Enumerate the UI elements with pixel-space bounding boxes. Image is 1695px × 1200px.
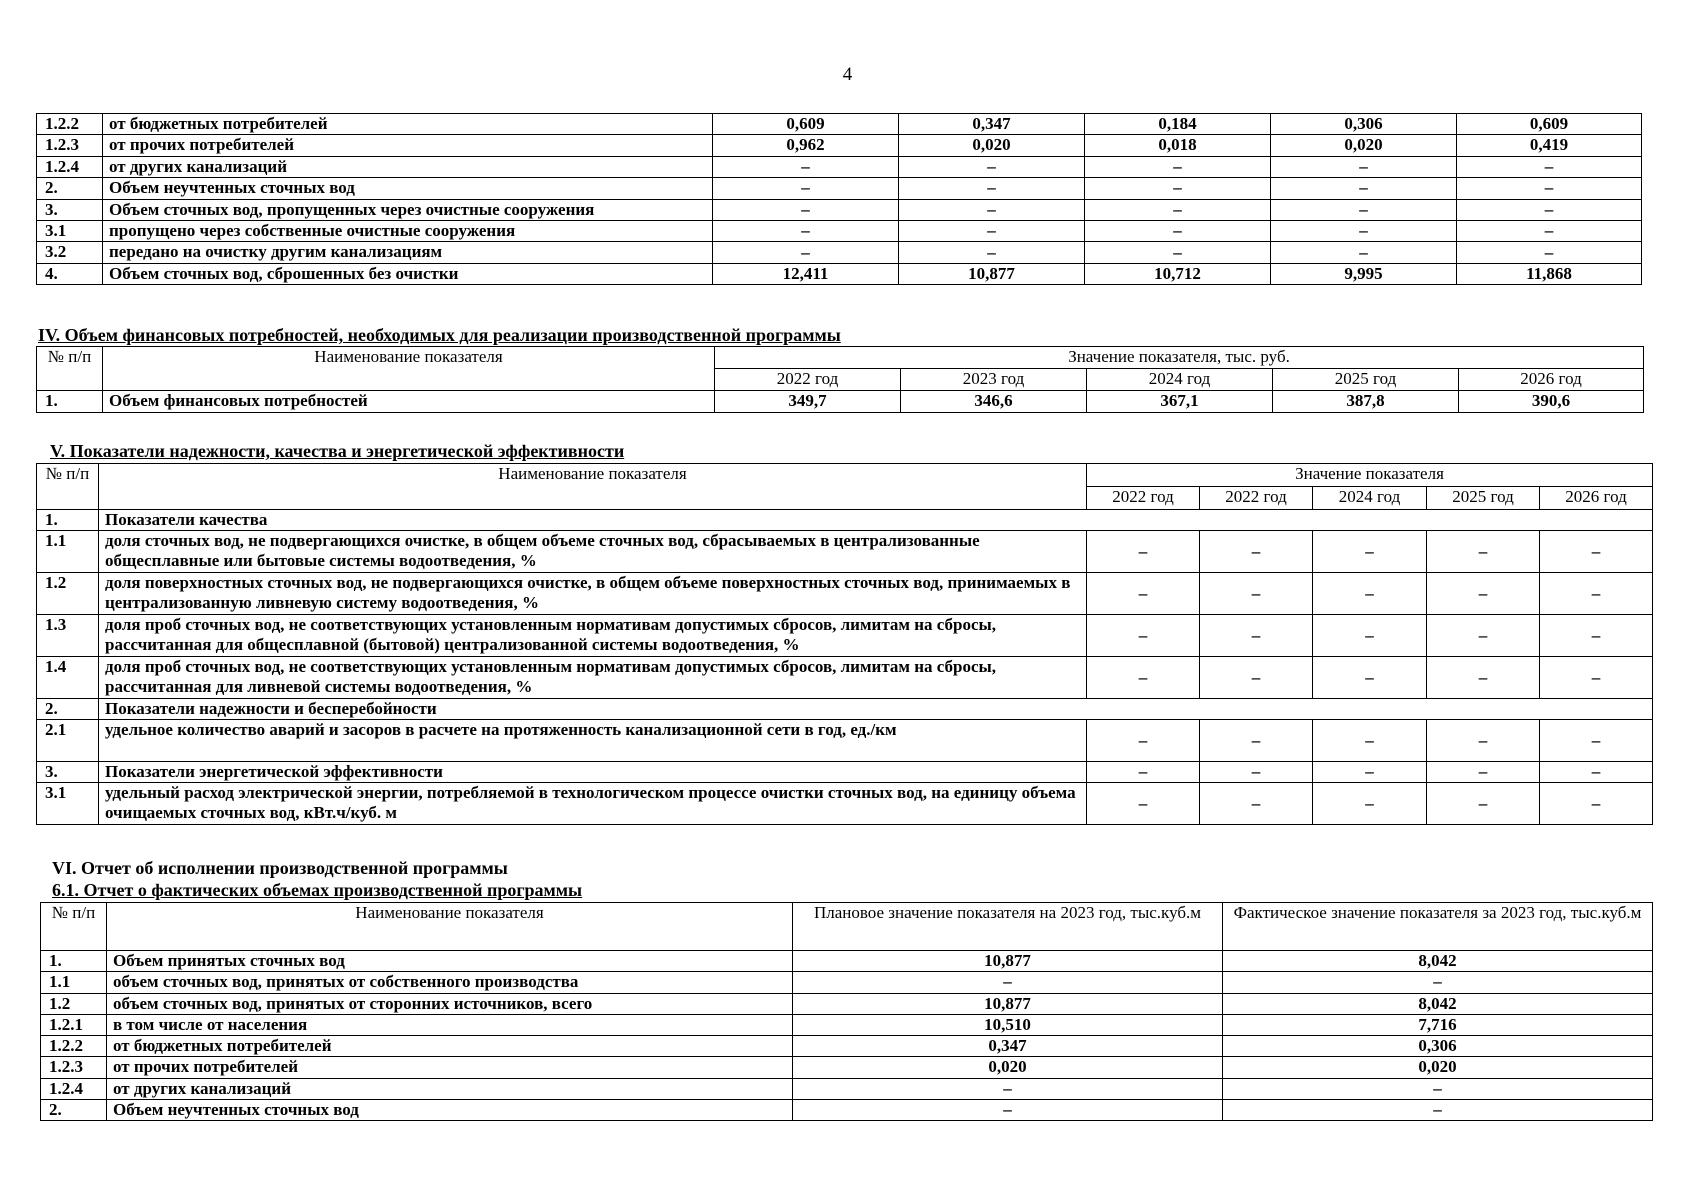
row-value: – bbox=[1313, 657, 1427, 699]
row-value: – bbox=[1223, 1078, 1653, 1099]
row-value: 0,020 bbox=[1223, 1057, 1653, 1078]
row-value: – bbox=[713, 156, 899, 177]
row-value: 0,347 bbox=[899, 114, 1085, 135]
page-number: 4 bbox=[842, 64, 853, 85]
row-value: – bbox=[1087, 762, 1200, 783]
row-value: 0,184 bbox=[1085, 114, 1271, 135]
row-value: 0,962 bbox=[713, 135, 899, 156]
table-row bbox=[37, 615, 1653, 657]
row-value: – bbox=[713, 242, 899, 263]
table-row bbox=[37, 220, 1642, 241]
table-row bbox=[37, 391, 1644, 413]
row-name: доля сточных вод, не подвергающихся очистке, в общем объеме сточных вод, сбрасываемых в централизованные общесплавные или бытовые системы водоотведения, % bbox=[99, 531, 1087, 573]
row-number: 1.2.4 bbox=[41, 1078, 107, 1099]
row-name: от прочих потребителей bbox=[107, 1057, 793, 1078]
row-value: 387,8 bbox=[1273, 391, 1459, 413]
row-value: 10,877 bbox=[793, 951, 1223, 972]
row-value: – bbox=[1271, 199, 1457, 220]
row-number: 1. bbox=[37, 391, 103, 413]
row-value: – bbox=[1427, 657, 1540, 699]
year-header: 2022 год bbox=[1200, 487, 1313, 510]
row-value: – bbox=[1087, 615, 1200, 657]
row-value: 0,347 bbox=[793, 1036, 1223, 1057]
row-number: 1.2 bbox=[37, 573, 99, 615]
row-value: – bbox=[899, 178, 1085, 199]
header-name: Наименование показателя bbox=[99, 464, 1087, 487]
row-number: 2.1 bbox=[37, 720, 99, 762]
header-plan: Плановое значение показателя на 2023 год, тыс.куб.м bbox=[793, 903, 1223, 951]
row-number: 2. bbox=[37, 699, 99, 720]
row-name: Объем сточных вод, сброшенных без очистки bbox=[103, 263, 713, 284]
row-value: – bbox=[1087, 657, 1200, 699]
row-value: – bbox=[1271, 220, 1457, 241]
row-number: 1.2.4 bbox=[37, 156, 103, 177]
table-row bbox=[37, 762, 1653, 783]
header-value: Значение показателя bbox=[1087, 464, 1653, 487]
row-value: – bbox=[1271, 242, 1457, 263]
row-value: 0,020 bbox=[1271, 135, 1457, 156]
row-value: – bbox=[1085, 199, 1271, 220]
row-name: пропущено через собственные очистные сооружения bbox=[103, 220, 713, 241]
header-num: № п/п bbox=[41, 903, 107, 951]
row-number: 2. bbox=[37, 178, 103, 199]
row-number: 3.2 bbox=[37, 242, 103, 263]
row-name: от других канализаций bbox=[107, 1078, 793, 1099]
row-value: – bbox=[1540, 720, 1653, 762]
row-value: 390,6 bbox=[1459, 391, 1644, 413]
row-value: – bbox=[1427, 762, 1540, 783]
row-value: – bbox=[1540, 615, 1653, 657]
row-number: 1. bbox=[37, 510, 99, 531]
row-value: 349,7 bbox=[715, 391, 901, 413]
row-number: 1.2 bbox=[41, 993, 107, 1014]
row-value: – bbox=[1223, 1100, 1653, 1121]
row-number: 3.1 bbox=[37, 220, 103, 241]
row-value: – bbox=[1457, 156, 1642, 177]
row-value: – bbox=[793, 972, 1223, 993]
header-fact: Фактическое значение показателя за 2023 год, тыс.куб.м bbox=[1223, 903, 1653, 951]
row-value: 0,419 bbox=[1457, 135, 1642, 156]
table-row bbox=[37, 657, 1653, 699]
row-value: 0,609 bbox=[1457, 114, 1642, 135]
row-value: – bbox=[1200, 615, 1313, 657]
row-value: 10,510 bbox=[793, 1014, 1223, 1035]
row-value: 367,1 bbox=[1087, 391, 1273, 413]
row-value: 10,712 bbox=[1085, 263, 1271, 284]
section-vi-title: VI. Отчет об исполнении производственной программы bbox=[52, 858, 508, 878]
row-value: – bbox=[1271, 178, 1457, 199]
row-value: 0,306 bbox=[1223, 1036, 1653, 1057]
row-value: – bbox=[1087, 720, 1200, 762]
table-row bbox=[37, 510, 1653, 531]
row-value: – bbox=[1457, 220, 1642, 241]
row-value: – bbox=[1540, 573, 1653, 615]
row-value: – bbox=[1427, 531, 1540, 573]
row-value: – bbox=[1313, 573, 1427, 615]
row-value: – bbox=[1313, 720, 1427, 762]
table-row bbox=[41, 993, 1653, 1014]
row-number: 4. bbox=[37, 263, 103, 284]
row-number: 1.2.3 bbox=[37, 135, 103, 156]
row-value: – bbox=[899, 199, 1085, 220]
row-value: 0,018 bbox=[1085, 135, 1271, 156]
row-value: – bbox=[793, 1100, 1223, 1121]
row-value: – bbox=[713, 220, 899, 241]
row-value: – bbox=[1427, 573, 1540, 615]
header-num: № п/п bbox=[37, 347, 103, 369]
header-name: Наименование показателя bbox=[107, 903, 793, 951]
header-num: № п/п bbox=[37, 464, 99, 487]
row-value: – bbox=[713, 178, 899, 199]
row-number: 1.1 bbox=[37, 531, 99, 573]
table-row bbox=[37, 199, 1642, 220]
table-row bbox=[37, 156, 1642, 177]
row-value: – bbox=[1271, 156, 1457, 177]
table-row bbox=[37, 573, 1653, 615]
row-number: 1.2.1 bbox=[41, 1014, 107, 1035]
table-row bbox=[37, 114, 1642, 135]
production-report-table bbox=[40, 902, 1653, 1121]
row-value: – bbox=[1313, 615, 1427, 657]
row-value: – bbox=[1087, 531, 1200, 573]
row-value: 10,877 bbox=[899, 263, 1085, 284]
year-header: 2022 год bbox=[715, 369, 901, 391]
row-value: 11,868 bbox=[1457, 263, 1642, 284]
row-number: 3.1 bbox=[37, 783, 99, 825]
row-value: 0,609 bbox=[713, 114, 899, 135]
row-value: – bbox=[1085, 242, 1271, 263]
row-number: 1.2.2 bbox=[37, 114, 103, 135]
row-number: 1.1 bbox=[41, 972, 107, 993]
row-value: – bbox=[1200, 783, 1313, 825]
row-value: – bbox=[1085, 220, 1271, 241]
row-value: – bbox=[1087, 783, 1200, 825]
row-value: – bbox=[1200, 573, 1313, 615]
row-value: – bbox=[899, 220, 1085, 241]
row-name: передано на очистку другим канализациям bbox=[103, 242, 713, 263]
table-row bbox=[37, 783, 1653, 825]
row-name: в том числе от населения bbox=[107, 1014, 793, 1035]
section-iv-title: IV. Объем финансовых потребностей, необходимых для реализации производственной программы bbox=[38, 325, 841, 345]
row-value: – bbox=[1085, 178, 1271, 199]
row-value: – bbox=[1200, 762, 1313, 783]
row-name: Объем сточных вод, пропущенных через очистные сооружения bbox=[103, 199, 713, 220]
row-value: – bbox=[1313, 762, 1427, 783]
row-name: объем сточных вод, принятых от сторонних источников, всего bbox=[107, 993, 793, 1014]
year-header: 2023 год bbox=[901, 369, 1087, 391]
row-name: Объем неучтенных сточных вод bbox=[107, 1100, 793, 1121]
row-value: – bbox=[1427, 783, 1540, 825]
row-value: 8,042 bbox=[1223, 951, 1653, 972]
row-value: – bbox=[899, 156, 1085, 177]
row-value: – bbox=[1427, 720, 1540, 762]
row-name: от бюджетных потребителей bbox=[103, 114, 713, 135]
table-row bbox=[41, 1014, 1653, 1035]
row-value: 8,042 bbox=[1223, 993, 1653, 1014]
year-header: 2022 год bbox=[1087, 487, 1200, 510]
row-number: 1.3 bbox=[37, 615, 99, 657]
row-value: – bbox=[1200, 657, 1313, 699]
year-header: 2024 год bbox=[1087, 369, 1273, 391]
row-name: удельное количество аварий и засоров в расчете на протяженность канализационной сети в год, ед./км bbox=[99, 720, 1087, 762]
table-row bbox=[37, 178, 1642, 199]
row-value: – bbox=[793, 1078, 1223, 1099]
table-row bbox=[41, 972, 1653, 993]
row-name: объем сточных вод, принятых от собственного производства bbox=[107, 972, 793, 993]
table-row bbox=[41, 1100, 1653, 1121]
row-value: – bbox=[1457, 178, 1642, 199]
year-header: 2025 год bbox=[1427, 487, 1540, 510]
row-number: 1. bbox=[41, 951, 107, 972]
row-value: 7,716 bbox=[1223, 1014, 1653, 1035]
section-v-title: V. Показатели надежности, качества и энергетической эффективности bbox=[50, 441, 625, 461]
row-value: 9,995 bbox=[1271, 263, 1457, 284]
row-name: от бюджетных потребителей bbox=[107, 1036, 793, 1057]
row-value: – bbox=[1200, 531, 1313, 573]
row-value: – bbox=[1457, 242, 1642, 263]
row-value: – bbox=[1457, 199, 1642, 220]
row-number: 3. bbox=[37, 762, 99, 783]
row-number: 2. bbox=[41, 1100, 107, 1121]
table-row bbox=[37, 242, 1642, 263]
row-value: – bbox=[1540, 762, 1653, 783]
financial-needs-table bbox=[36, 346, 1644, 413]
row-value: 0,306 bbox=[1271, 114, 1457, 135]
row-value: – bbox=[1427, 615, 1540, 657]
table-row bbox=[37, 720, 1653, 762]
row-name: удельный расход электрической энергии, потребляемой в технологическом процессе очистки сточных вод, на единицу объема очищаемых сточных вод, кВт.ч/куб. м bbox=[99, 783, 1087, 825]
row-name: Объем неучтенных сточных вод bbox=[103, 178, 713, 199]
year-header: 2024 год bbox=[1313, 487, 1427, 510]
row-value: 12,411 bbox=[713, 263, 899, 284]
section-vi-subtitle: 6.1. Отчет о фактических объемах производственной программы bbox=[52, 880, 583, 900]
row-number: 1.4 bbox=[37, 657, 99, 699]
row-value: – bbox=[713, 199, 899, 220]
year-header: 2025 год bbox=[1273, 369, 1459, 391]
row-value: – bbox=[1313, 531, 1427, 573]
table-row bbox=[37, 263, 1642, 284]
table-row bbox=[41, 1057, 1653, 1078]
row-name: Объем финансовых потребностей bbox=[103, 391, 715, 413]
table-row bbox=[41, 951, 1653, 972]
row-value: – bbox=[1087, 573, 1200, 615]
row-value: – bbox=[1200, 720, 1313, 762]
row-value: – bbox=[1085, 156, 1271, 177]
row-value: – bbox=[1540, 657, 1653, 699]
row-number: 1.2.2 bbox=[41, 1036, 107, 1057]
table-row bbox=[37, 531, 1653, 573]
year-header: 2026 год bbox=[1459, 369, 1644, 391]
table-row bbox=[37, 135, 1642, 156]
row-name: доля поверхностных сточных вод, не подвергающихся очистке, в общем объеме поверхностных сточных вод, принимаемых в централизованную ливневую систему водоотведения, % bbox=[99, 573, 1087, 615]
reliability-quality-table bbox=[36, 463, 1653, 825]
table-row bbox=[37, 699, 1653, 720]
header-name: Наименование показателя bbox=[103, 347, 715, 369]
table-row bbox=[41, 1078, 1653, 1099]
row-value: – bbox=[899, 242, 1085, 263]
row-value: – bbox=[1313, 783, 1427, 825]
row-name: доля проб сточных вод, не соответствующих установленным нормативам допустимых сбросов, лимитам на сбросы, рассчитанная для ливневой системы водоотведения, % bbox=[99, 657, 1087, 699]
row-value: – bbox=[1540, 783, 1653, 825]
row-value: – bbox=[1540, 531, 1653, 573]
row-name: от других канализаций bbox=[103, 156, 713, 177]
row-value: 0,020 bbox=[793, 1057, 1223, 1078]
row-value: – bbox=[1223, 972, 1653, 993]
row-number: 1.2.3 bbox=[41, 1057, 107, 1078]
row-name: Показатели энергетической эффективности bbox=[99, 762, 1087, 783]
row-name: Объем принятых сточных вод bbox=[107, 951, 793, 972]
row-name: от прочих потребителей bbox=[103, 135, 713, 156]
row-value: 346,6 bbox=[901, 391, 1087, 413]
header-value: Значение показателя, тыс. руб. bbox=[715, 347, 1644, 369]
row-value: 0,020 bbox=[899, 135, 1085, 156]
table-row bbox=[41, 1036, 1653, 1057]
wastewater-volume-table bbox=[36, 113, 1642, 285]
year-header: 2026 год bbox=[1540, 487, 1653, 510]
row-number: 3. bbox=[37, 199, 103, 220]
row-value: 10,877 bbox=[793, 993, 1223, 1014]
row-name: доля проб сточных вод, не соответствующих установленным нормативам допустимых сбросов, лимитам на сбросы, рассчитанная для общесплавной (бытовой) централизованной системы водоотведения, % bbox=[99, 615, 1087, 657]
row-name: Показатели качества bbox=[99, 510, 1087, 531]
row-name: Показатели надежности и бесперебойности bbox=[99, 699, 1087, 720]
